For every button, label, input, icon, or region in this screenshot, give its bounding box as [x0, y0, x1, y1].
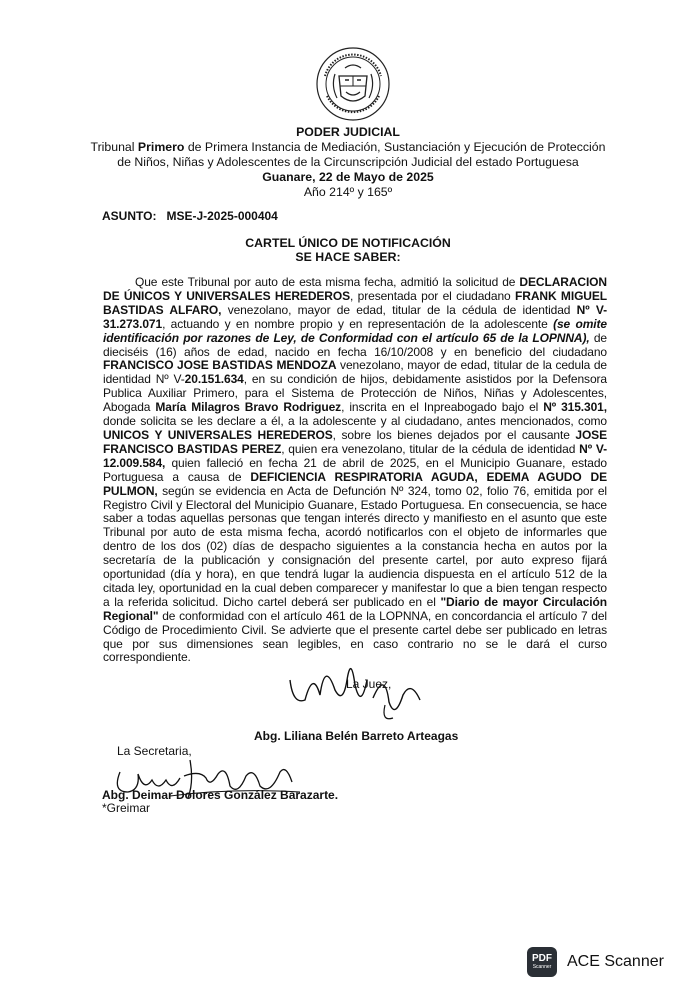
date-line: Guanare, 22 de Mayo de 2025	[262, 170, 434, 184]
jurisdiction-line: de Niños, Niñas y Adolescentes de la Circunscripción Judicial del estado Portuguesa	[117, 155, 579, 169]
typist-note: *Greimar	[102, 801, 151, 815]
notice-title	[60, 236, 636, 264]
pdf-scanner-icon: PDF Scanner	[527, 947, 557, 977]
ace-scanner-watermark	[527, 946, 664, 978]
secretary-label: La Secretaria,	[117, 744, 192, 758]
asunto-line	[102, 209, 288, 223]
tsj-seal-logo	[315, 46, 391, 122]
secretary-name: Abg. Deimar Dolores González Barazarte.	[102, 788, 339, 802]
asunto-label: ASUNTO:	[102, 209, 157, 223]
asunto-value: MSE-J-2025-000404	[166, 209, 278, 223]
judge-label: La Juez,	[346, 677, 392, 691]
notice-body: Que este Tribunal por auto de esta misma fecha, admitió la solicitud de DECLARACION DE ÚNICOS Y UNIVERSALES HEREDEROS, presentada por el ciudadano FRANK MIGUEL BASTIDAS ALFARO, venezolano, mayor de edad, titular de la cédula de identidad Nº V-31.273.071, actuando y en nombre propio y en representación de la adolescente (se omite identificación por razones de Ley, de Conformidad con el artículo 65 de la LOPNNA), de dieciséis (16) años de edad, nacido en fecha 16/10/2008 y en beneficio del ciudadano FRANCISCO JOSE BASTIDAS MENDOZA venezolano, mayor de edad, titular de la cedula de identidad Nº V-20.151.634, en su condición de hijos, debidamente asistidos por la Defensora Publica Auxiliar Primero, para el Sistema de Protección de Niños, Niñas y Adolescentes, Abogada María Milagros Bravo Rodriguez, inscrita en el Inpreabogado bajo el Nº 315.301, donde solicita se les declare a él, a la adolescente y al ciudadano, antes mencionados, como UNICOS Y UNIVERSALES HEREDEROS, sobre los bienes dejados por el causante JOSE FRANCISCO BASTIDAS PEREZ, quien era venezolano, titular de la cédula de identidad Nº V-12.009.584, quien falleció en fecha 21 de abril de 2025, en el Municipio Guanare, estado Portuguesa a causa de DEFICIENCIA RESPIRATORIA AGUDA, EDEMA AGUDO DE PULMON, según se evidencia en Acta de Defunción Nº 324, tomo 02, folio 76, emitida por el Registro Civil y Electoral del Municipio Guanare, Estado Portuguesa. En consecuencia, se hace saber a todas aquellas personas que tengan interés directo y manifiesto en el asunto que este Tribunal por auto de esta misma fecha, acordó notificarlos con el objeto de informarles que dentro de los dos (02) días de despacho siguientes a la constancia hecha en autos por la secretaría de la publicación y consignación del presente cartel, por auto expreso fijará oportunidad (día y hora), en que tendrá lugar la audiencia dispuesta en el artículo 512 de la citada ley, oportunidad en la cual deben comparecer y manifestar lo que a bien tengan respecto a la referida solicitud. Dicho cartel deberá ser publicado en el "Diario de mayor Circulación Regional" de conformidad con el artículo 461 de la LOPNNA, en concordancia el artículo 7 del Código de Procedimiento Civil. Se advierte que el presente cartel debe ser publicado en letras que por sus dimensiones sean legibles, en caso contrario no se le dará el curso correspondiente.	[103, 275, 608, 665]
scanner-app-label: ACE Scanner	[567, 953, 664, 970]
document-header	[60, 125, 636, 200]
notice-title-line1: CARTEL ÚNICO DE NOTIFICACIÓN	[245, 236, 451, 250]
years-line: Año 214º y 165º	[303, 185, 393, 199]
tribunal-line: Tribunal Primero de Primera Instancia de Mediación, Sustanciación y Ejecución de Protección	[90, 140, 606, 154]
notice-title-line2: SE HACE SABER:	[295, 250, 401, 264]
judge-name: Abg. Liliana Belén Barreto Arteagas	[254, 729, 459, 743]
poder-judicial-title: PODER JUDICIAL	[296, 125, 400, 139]
